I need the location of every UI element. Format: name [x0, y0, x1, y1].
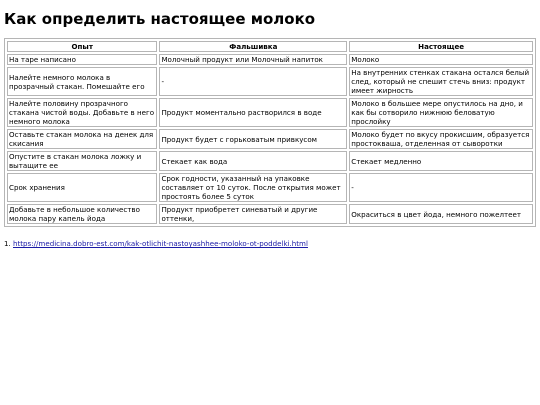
table-row — [7, 54, 533, 65]
header-experiment: Опыт — [7, 41, 157, 52]
page-title: Как определить настоящее молоко — [4, 10, 316, 28]
table-row — [7, 173, 533, 202]
table-row — [7, 151, 533, 171]
header-real: Настоящее — [349, 41, 533, 52]
references-list — [4, 239, 536, 248]
table-cell: Молоко будет по вкусу прокисшим, образуется простокваша, отделенная от сыворотки — [349, 129, 533, 149]
table-cell: Продукт моментально растворился в воде — [159, 98, 347, 127]
reference-item — [13, 239, 536, 248]
table-cell: Оставьте стакан молока на денек для скисания — [7, 129, 157, 149]
table-cell: Срок годности, указанный на упаковке составляет от 10 суток. После открытия может простоять более 5 суток — [159, 173, 347, 202]
table-cell: Налейте половину прозрачного стакана чистой воды. Добавьте в него немного молока — [7, 98, 157, 127]
table-cell: - — [349, 173, 533, 202]
table-cell: На таре написано — [7, 54, 157, 65]
table-cell: Молоко в большее мере опустилось на дно, и как бы сотворило нижнюю беловатую прослойку — [349, 98, 533, 127]
table-cell: Стекает как вода — [159, 151, 347, 171]
table-cell: Стекает медленно — [349, 151, 533, 171]
table-cell: - — [159, 67, 347, 96]
table-cell: Опустите в стакан молока ложку и вытащите ее — [7, 151, 157, 171]
table-row — [7, 67, 533, 96]
header-fake: Фальшивка — [159, 41, 347, 52]
table-cell: Срок хранения — [7, 173, 157, 202]
reference-link[interactable]: https://medicina.dobro-est.com/kak-otlichit-nastoyashhee-moloko-ot-poddelki.html — [13, 239, 308, 248]
table-row — [7, 98, 533, 127]
table-header-row — [7, 41, 533, 52]
table-cell: Продукт будет с горьковатым привкусом — [159, 129, 347, 149]
comparison-table — [4, 38, 536, 227]
table-cell: Добавьте в небольшое количество молока пару капель йода — [7, 204, 157, 224]
table-row — [7, 129, 533, 149]
table-cell: На внутренних стенках стакана остался белый след, который не спешит стечь вниз: продукт имеет жирность — [349, 67, 533, 96]
table-cell: Молочный продукт или Молочный напиток — [159, 54, 347, 65]
table-cell: Окраситься в цвет йода, немного пожелтеет — [349, 204, 533, 224]
table-row — [7, 204, 533, 224]
table-cell: Молоко — [349, 54, 533, 65]
table-cell: Налейте немного молока в прозрачный стакан. Помешайте его — [7, 67, 157, 96]
table-cell: Продукт приобретет синеватый и другие оттенки, — [159, 204, 347, 224]
